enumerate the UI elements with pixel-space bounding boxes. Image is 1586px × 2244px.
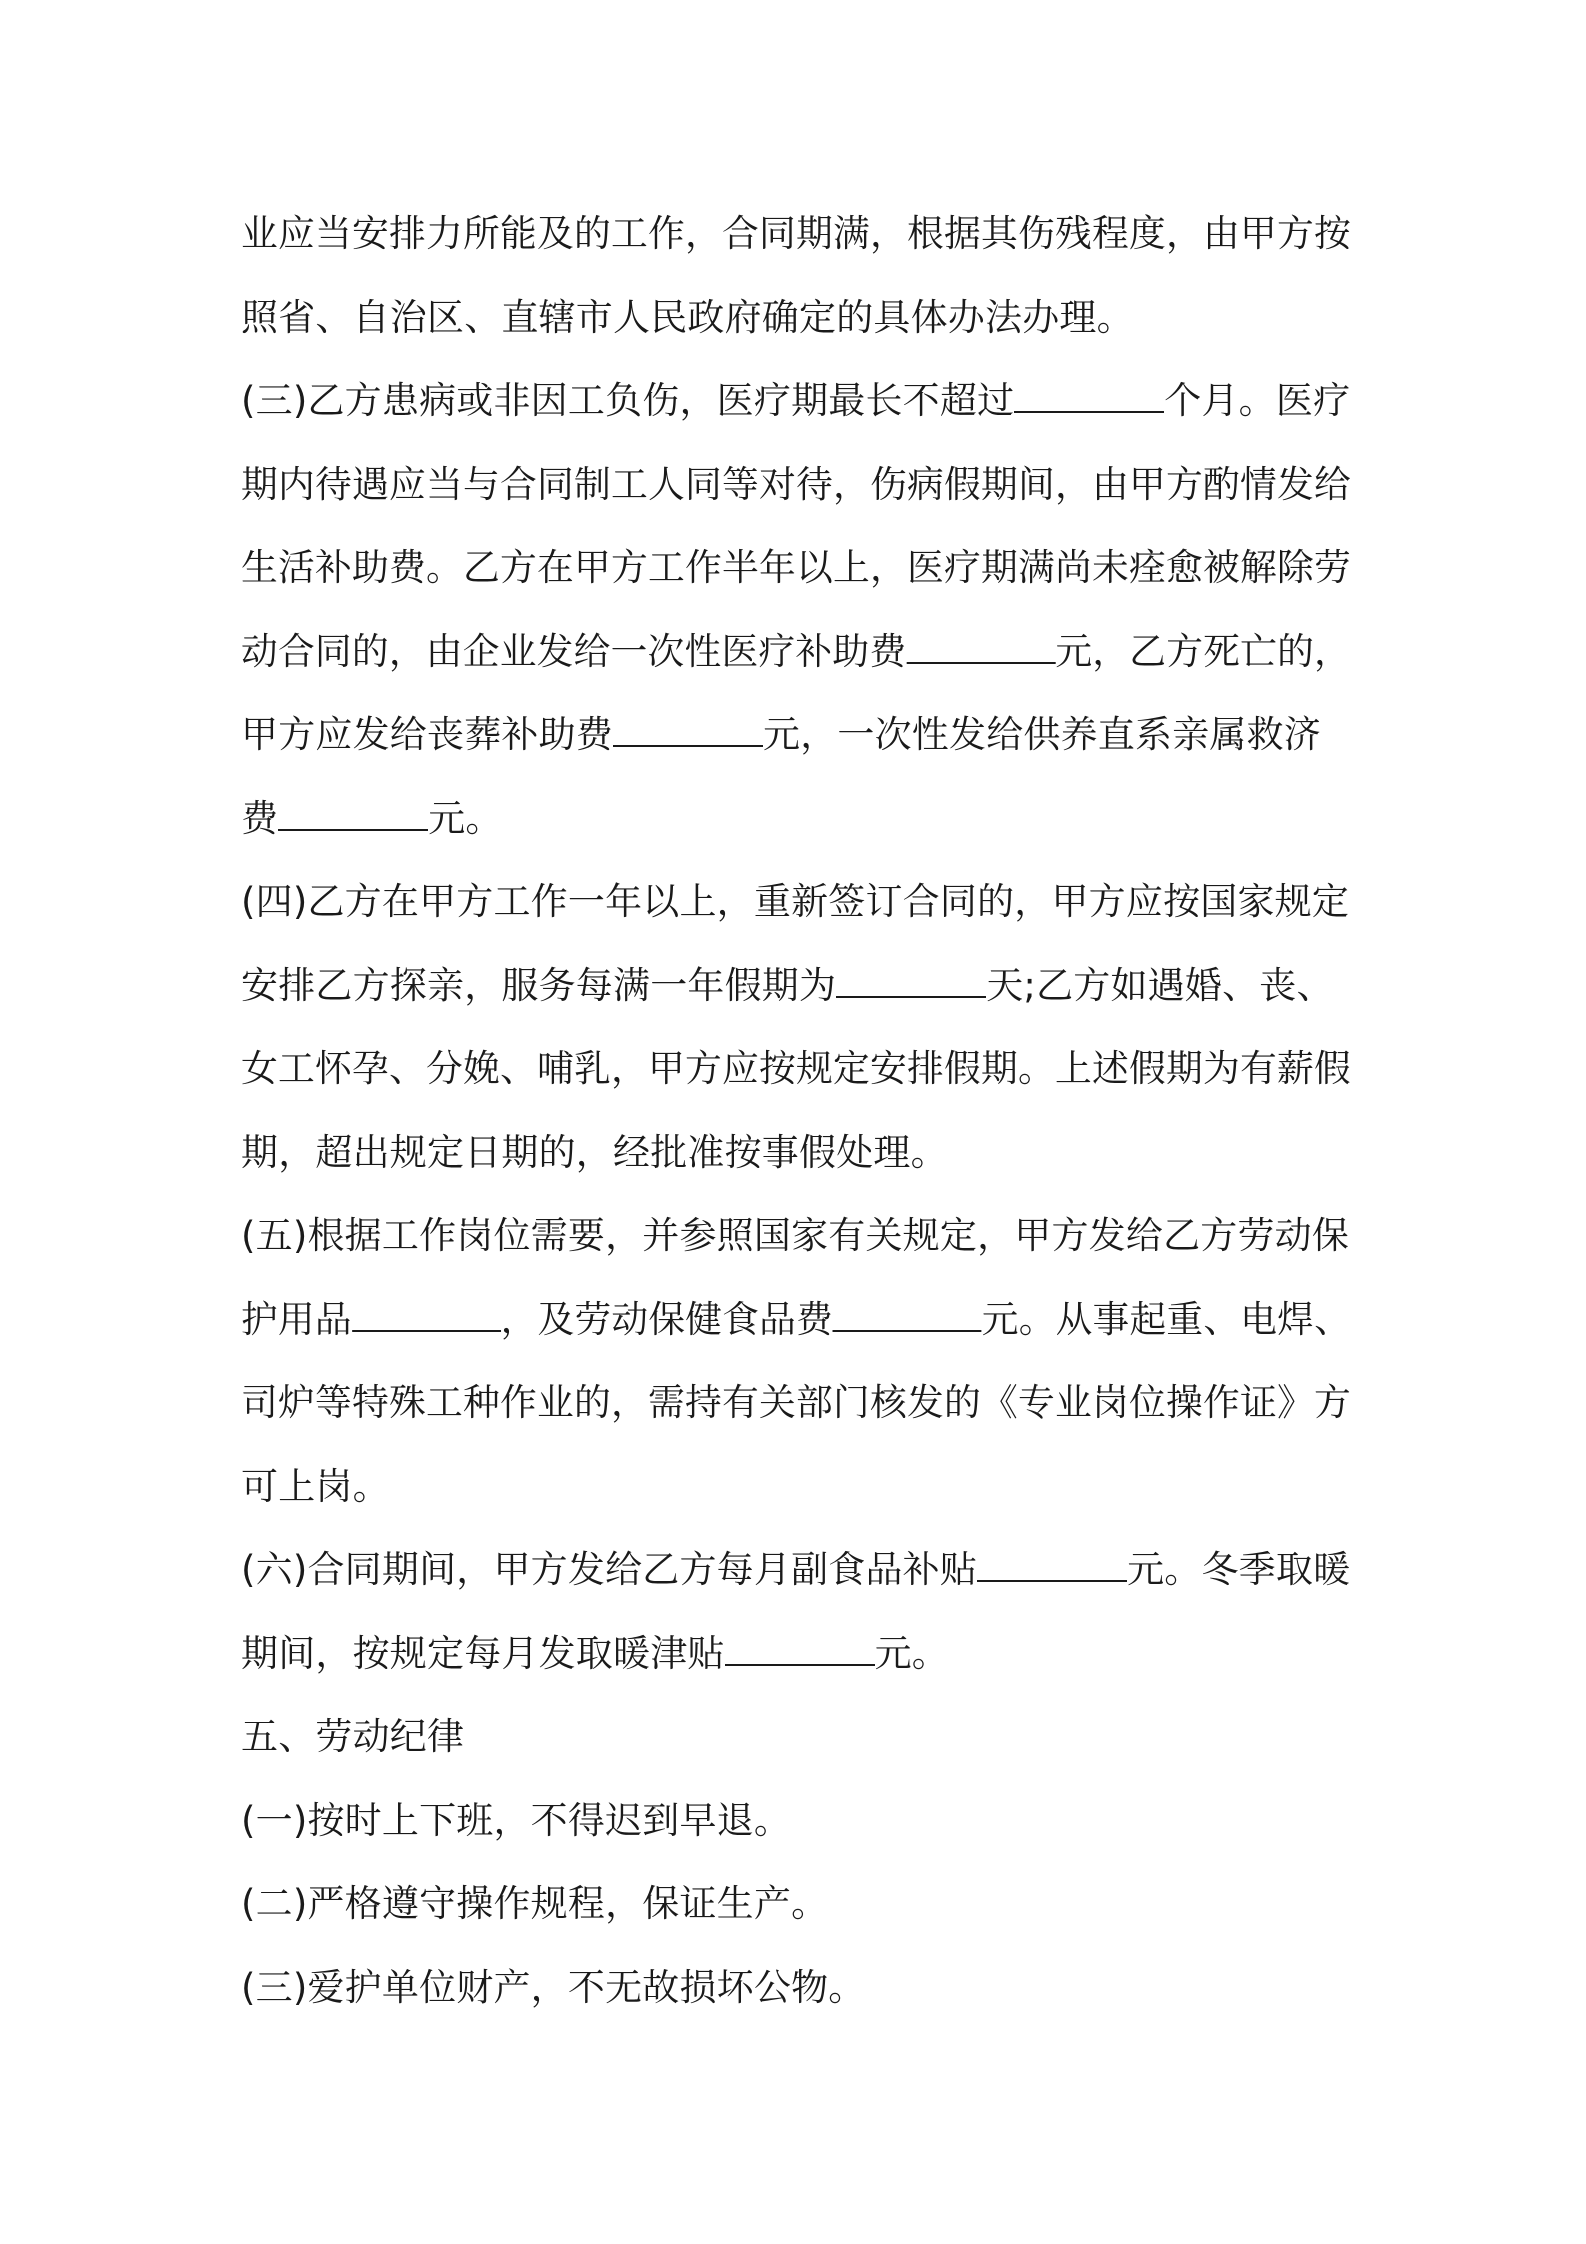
text-line-14: 护用品 ，及劳动保健食品费 元。从事起重、电焊、	[241, 1278, 1353, 1362]
fill-in-blank	[613, 710, 763, 747]
text-line-20: (一)按时上下班，不得迟到早退。	[241, 1798, 792, 1842]
text-line-4: 期内待遇应当与合同制工人同等对待，伤病假期间，由甲方酌情发给	[241, 462, 1351, 506]
text-line-21: (二)严格遵守操作规程，保证生产。	[241, 1882, 829, 1925]
fill-in-blank	[977, 1545, 1127, 1582]
fill-in-blank	[352, 1294, 501, 1331]
text-line-3: (三)乙方患病或非因工负伤，医疗期最长不超过 个月。医疗	[241, 359, 1361, 443]
text-line-5: 生活补助费。乙方在甲方工作半年以上，医疗期满尚未痊愈被解除劳	[241, 546, 1351, 589]
text-line-15: 司炉等特殊工种作业的，需持有关部门核发的《专业岗位操作证》方	[241, 1381, 1351, 1424]
fill-in-blank	[725, 1628, 875, 1665]
text-line-10: 安排乙方探亲，服务每满一年假期为 天;乙方如遇婚、丧、	[241, 944, 1361, 1028]
fill-in-blank	[1014, 376, 1164, 413]
section-heading-labor-discipline: 五、劳动纪律	[241, 1715, 465, 1758]
fill-in-blank	[278, 793, 428, 830]
text-line-2: 照省、自治区、直辖市人民政府确定的具体办法办理。	[241, 295, 1134, 339]
text-line-7: 甲方应发给丧葬补助费 元，一次性发给供养直系亲属救济	[241, 693, 1361, 777]
text-line-1: 业应当安排力所能及的工作，合同期满，根据其伤残程度，由甲方按	[241, 212, 1351, 255]
text-line-6: 动合同的，由企业发给一次性医疗补助费 元，乙方死亡的，	[241, 610, 1354, 694]
text-line-11: 女工怀孕、分娩、哺乳，甲方应按规定安排假期。上述假期为有薪假	[241, 1047, 1351, 1090]
text-line-17: (六)合同期间，甲方发给乙方每月副食品补贴 元。冬季取暖	[241, 1528, 1361, 1612]
text-line-13: (五)根据工作岗位需要，并参照国家有关规定，甲方发给乙方劳动保	[241, 1214, 1350, 1257]
text-line-12: 期，超出规定日期的，经批准按事假处理。	[241, 1130, 948, 1174]
text-line-9: (四)乙方在甲方工作一年以上，重新签订合同的，甲方应按国家规定	[241, 880, 1350, 923]
text-line-22: (三)爱护单位财产，不无故损坏公物。	[241, 1965, 866, 2009]
text-line-16: 可上岗。	[241, 1464, 390, 1508]
text-line-18: 期间，按规定每月发取暖津贴 元。	[241, 1612, 1361, 1696]
fill-in-blank	[836, 960, 986, 997]
contract-text	[241, 192, 1361, 2029]
fill-in-blank	[906, 626, 1055, 663]
text-line-8: 费 元。	[241, 777, 1361, 861]
fill-in-blank	[833, 1294, 982, 1331]
